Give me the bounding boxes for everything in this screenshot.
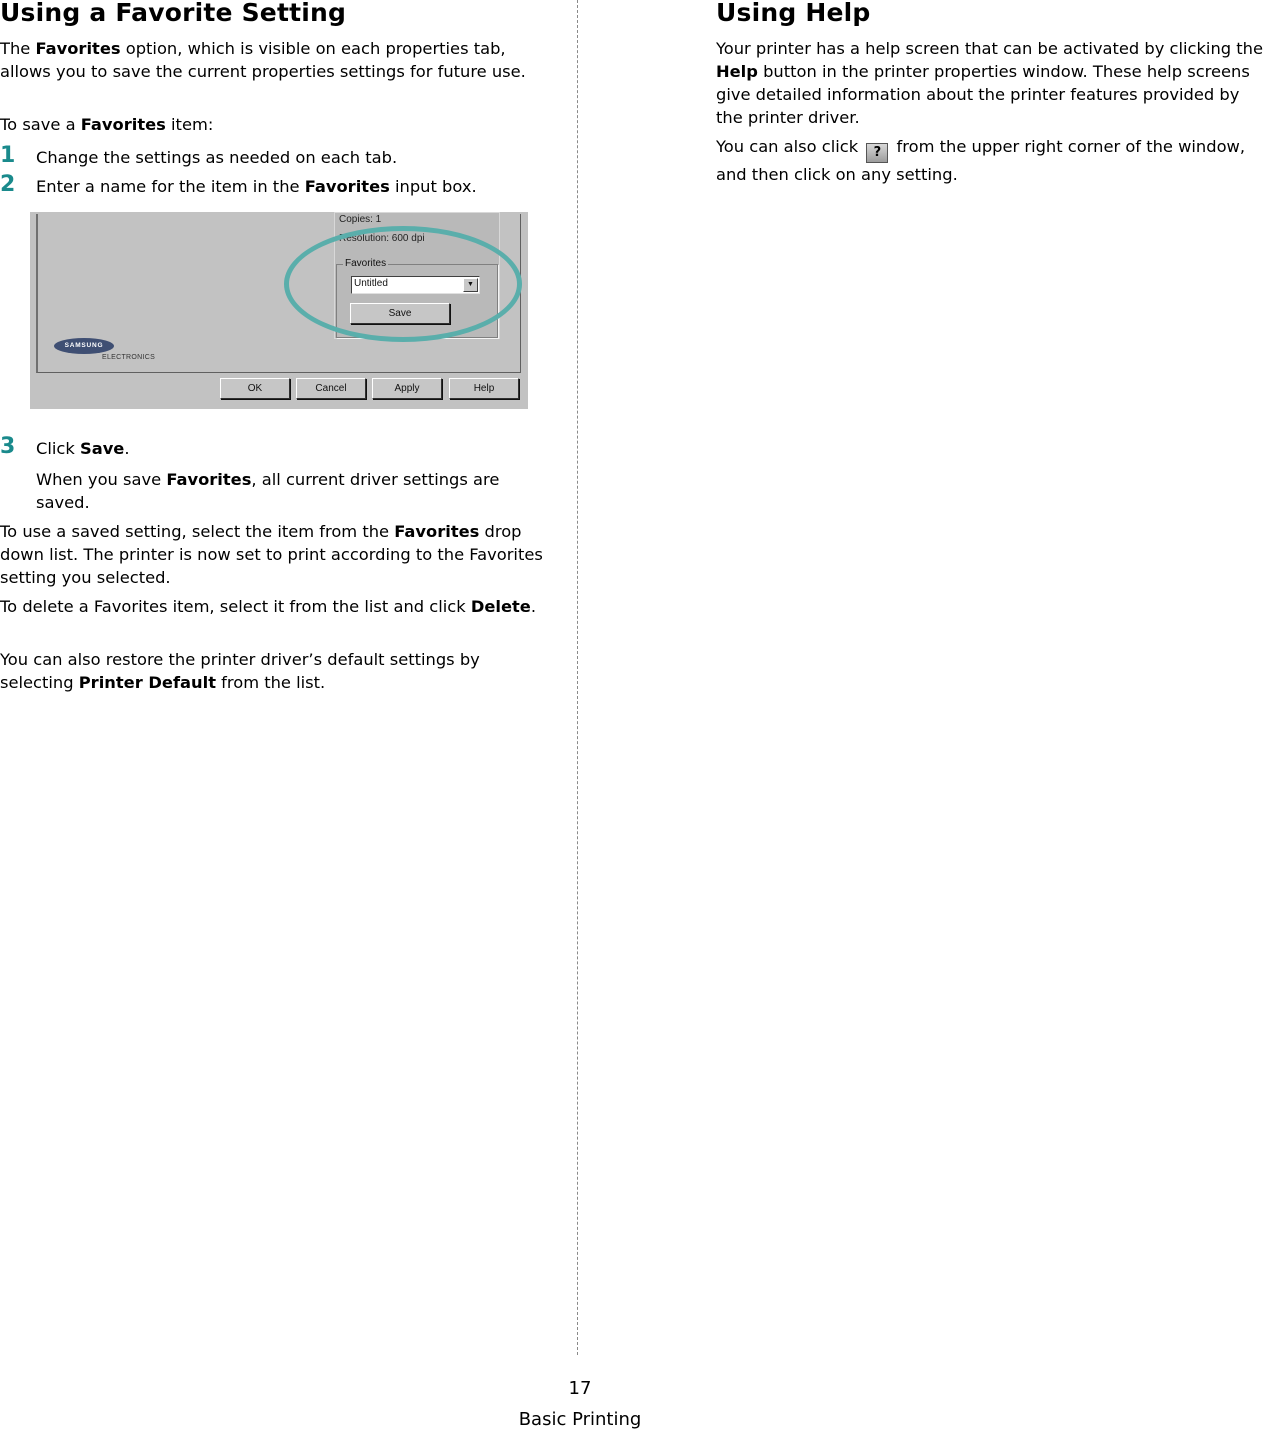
samsung-logo: SAMSUNG xyxy=(54,338,114,354)
intro-paragraph: The Favorites option, which is visible on each properties tab, allows you to save the current properties settings for future use. xyxy=(0,39,526,81)
favorites-save-button[interactable]: Save xyxy=(350,303,450,324)
restore-paragraph: You can also restore the printer driver’s default settings by selecting Printer Default from the list. xyxy=(0,650,480,692)
resolution-text: Resolution: 600 dpi xyxy=(339,233,425,244)
step-3-note: When you save Favorites, all current driver settings are saved. xyxy=(36,470,500,512)
use-saved-paragraph: To use a saved setting, select the item from the Favorites drop down list. The printer is now set to print according to the Favorites setting you selected. xyxy=(0,522,543,587)
help-button[interactable]: Help xyxy=(449,378,519,399)
favorites-group-label: Favorites xyxy=(345,258,387,269)
help-paragraph-1: Your printer has a help screen that can be activated by clicking the Help button in the printer properties window. These help screens give detailed information about the printer features provided by the printer driver. xyxy=(716,39,1263,127)
cancel-button[interactable]: Cancel xyxy=(296,378,366,399)
samsung-logo-subtext: ELECTRONICS xyxy=(102,354,156,361)
step-3 xyxy=(0,436,560,460)
step-number: 1 xyxy=(0,143,16,168)
column-divider xyxy=(577,0,578,1355)
favorites-dropdown-value: Untitled xyxy=(354,278,388,289)
printer-properties-screenshot xyxy=(30,212,528,409)
help-question-icon: ? xyxy=(866,143,888,163)
delete-paragraph: To delete a Favorites item, select it from the list and click Delete. xyxy=(0,597,537,616)
apply-button[interactable]: Apply xyxy=(372,378,442,399)
section-title-help: Using Help xyxy=(716,0,871,27)
footer-section-title: Basic Printing xyxy=(518,1409,642,1430)
step-text: Enter a name for the item in the Favorites input box. xyxy=(36,177,477,196)
step-number: 2 xyxy=(0,172,16,197)
step-number: 3 xyxy=(0,434,16,459)
section-title-favorite: Using a Favorite Setting xyxy=(0,0,347,27)
step-2 xyxy=(0,174,560,198)
step-text: Change the settings as needed on each tab. xyxy=(36,148,398,167)
highlight-ellipse xyxy=(284,226,522,342)
help-paragraph-2: You can also click ? from the upper right corner of the window, and then click on any setting. xyxy=(716,137,1246,184)
to-save-paragraph: To save a Favorites item: xyxy=(0,115,214,134)
page-number: 17 xyxy=(568,1378,592,1399)
step-text: Click Save. xyxy=(36,439,130,458)
step-1 xyxy=(0,145,560,169)
ok-button[interactable]: OK xyxy=(220,378,290,399)
copies-text: Copies: 1 xyxy=(339,214,382,225)
dropdown-arrow-icon[interactable]: ▼ xyxy=(463,278,478,292)
